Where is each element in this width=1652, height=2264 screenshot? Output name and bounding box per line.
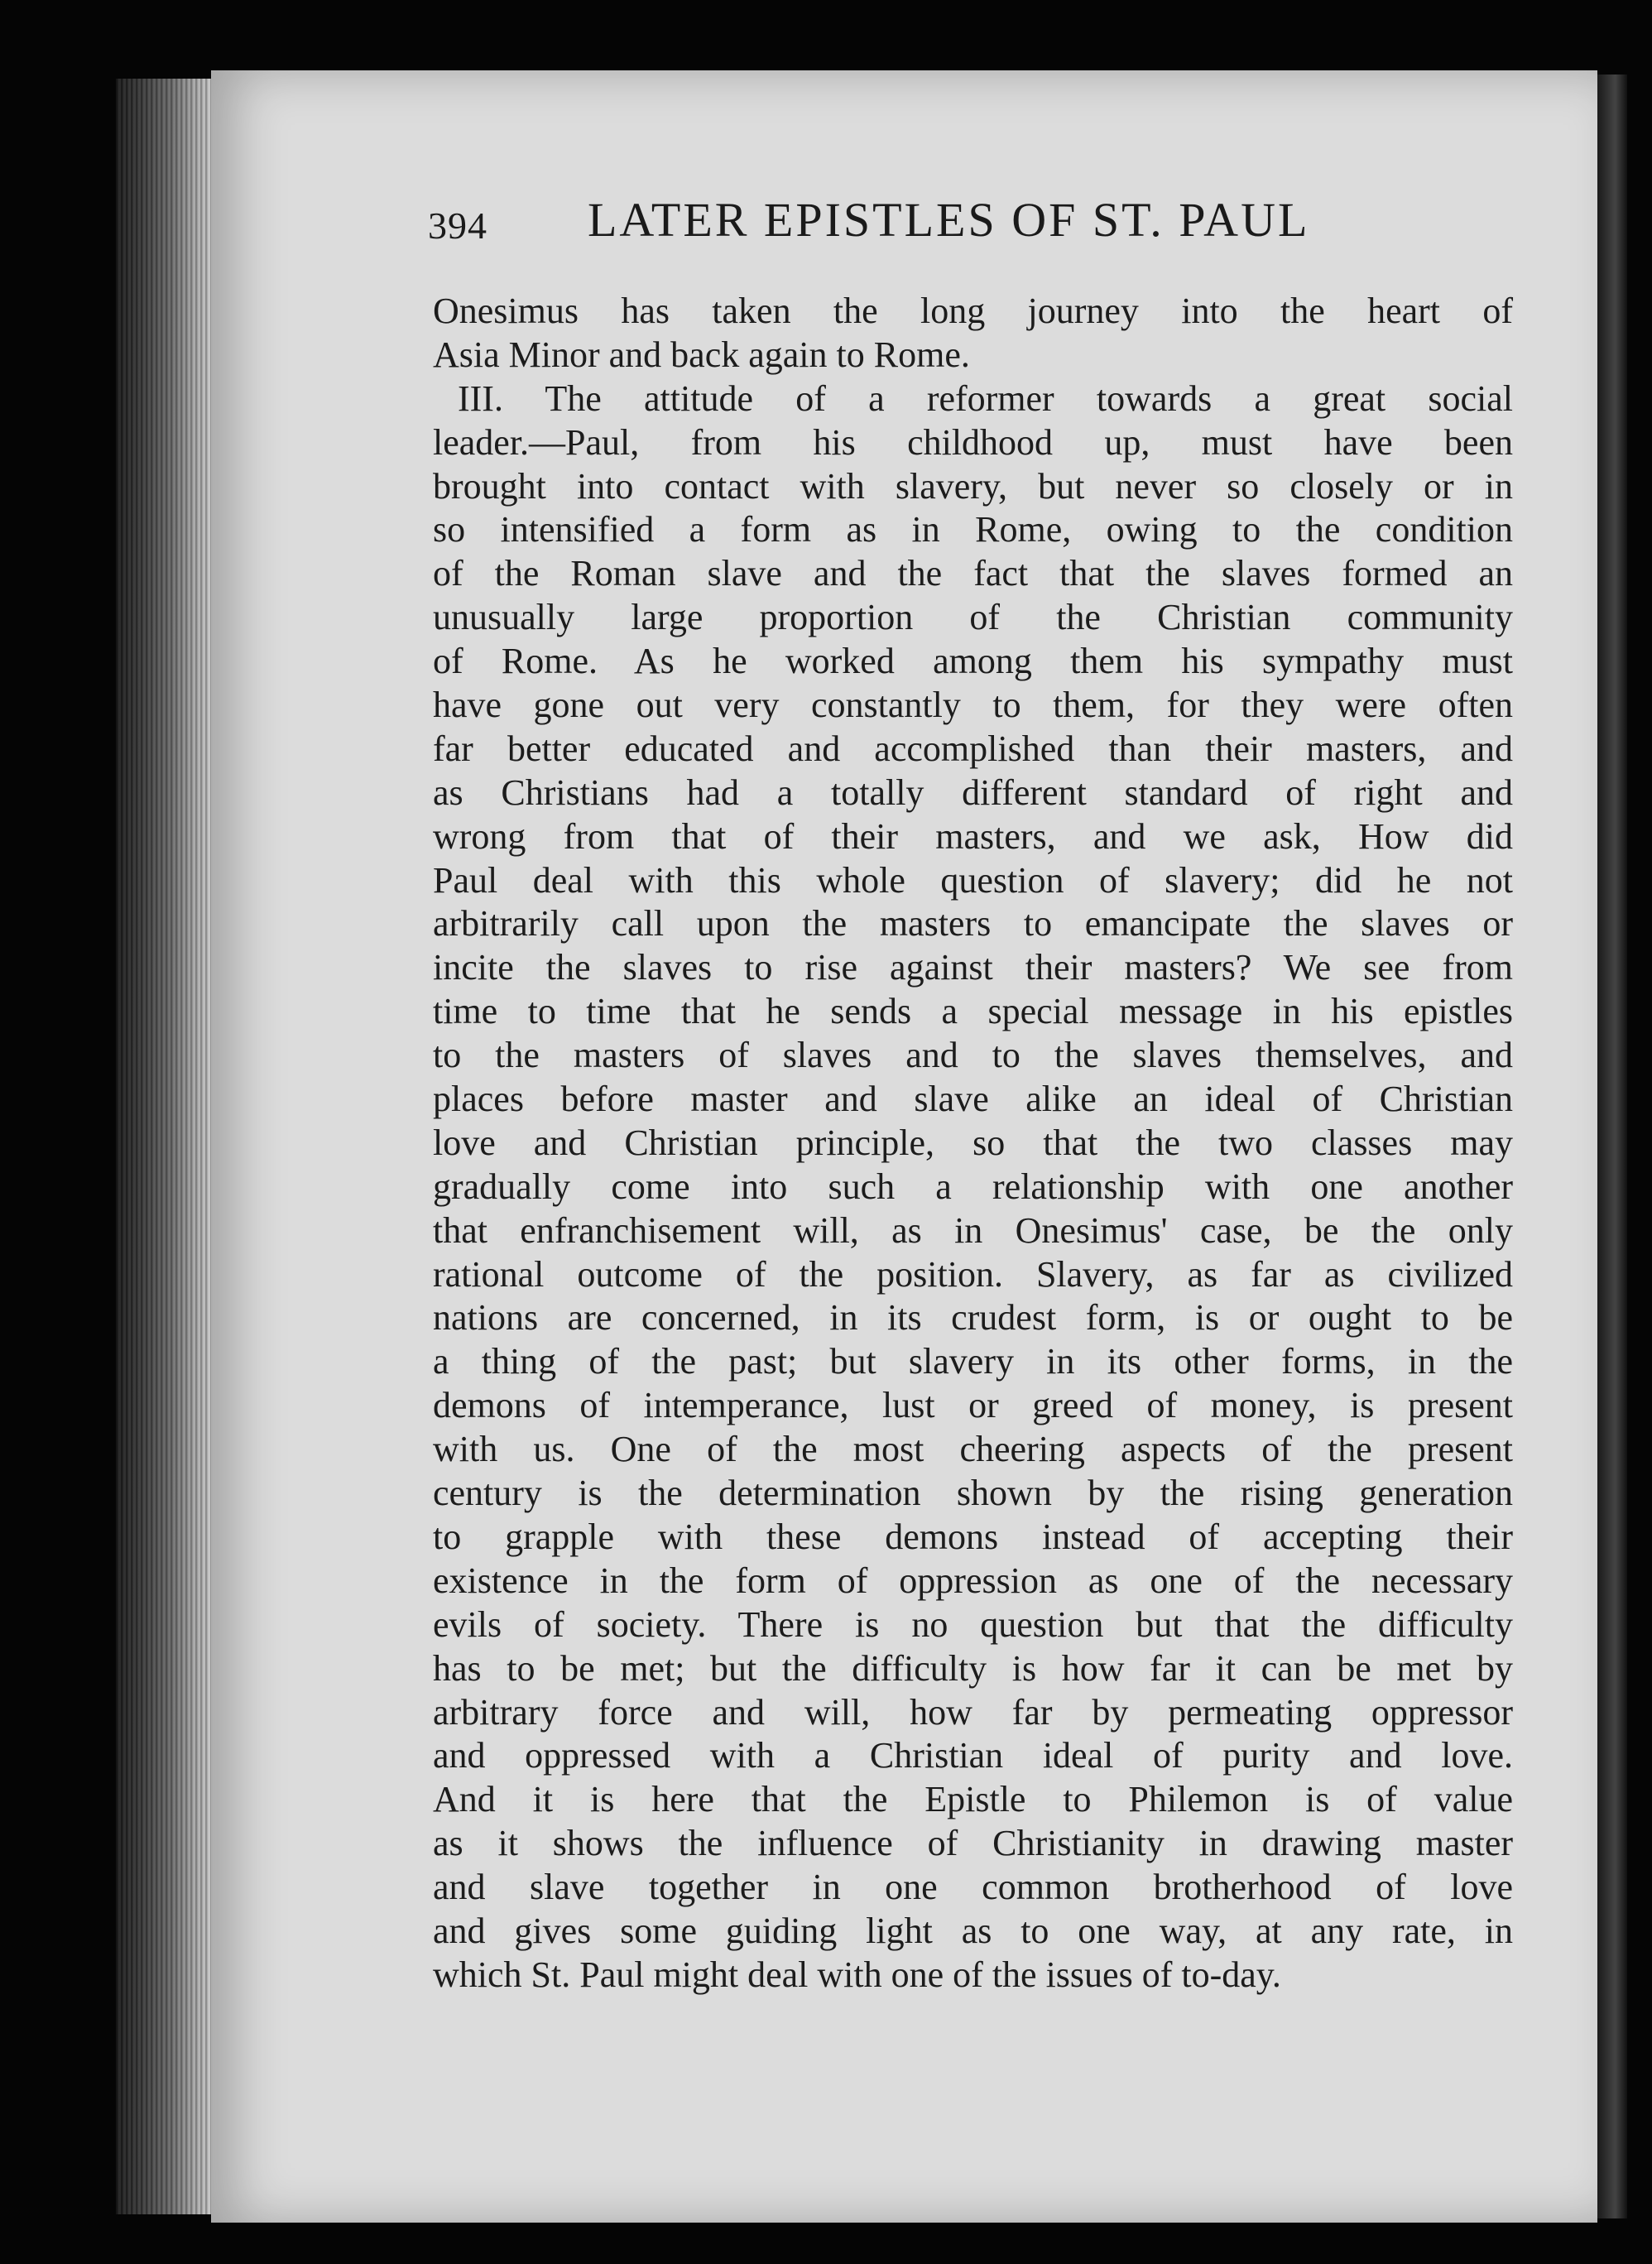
text-line: which St. Paul might deal with one of the issues of to-day. xyxy=(433,1954,1281,1995)
text-line: love and Christian principle, so that the two classes may xyxy=(433,1122,1513,1163)
text-line: has to be met; but the difficulty is how far it can be met by xyxy=(433,1647,1513,1689)
text-line: brought into contact with slavery, but never so closely or in xyxy=(433,465,1513,507)
text-line: as it shows the influence of Christianity in drawing master xyxy=(433,1823,1513,1864)
text-line: unusually large proportion of the Christian community xyxy=(433,597,1513,638)
text-line: of the Roman slave and the fact that the slaves formed an xyxy=(433,553,1513,594)
text-line: and oppressed with a Christian ideal of purity and love. xyxy=(433,1735,1513,1776)
text-line: so intensified a form as in Rome, owing to the condition xyxy=(433,509,1513,550)
page-number: 394 xyxy=(428,204,487,247)
text-line: of Rome. As he worked among them his sympathy must xyxy=(433,641,1513,682)
text-line: and gives some guiding light as to one way, at any rate, in xyxy=(433,1910,1513,1951)
text-line: existence in the form of oppression as one of the necessary xyxy=(433,1560,1513,1601)
body-text xyxy=(433,290,1513,1997)
text-line: and slave together in one common brotherhood of love xyxy=(433,1867,1513,1908)
text-line: wrong from that of their masters, and we ask, How did xyxy=(433,815,1513,857)
text-line: rational outcome of the position. Slavery, as far as civilized xyxy=(433,1253,1513,1295)
right-binding-edge xyxy=(1597,75,1627,2218)
text-line: evils of society. There is no question but that the difficulty xyxy=(433,1603,1513,1645)
text-line: And it is here that the Epistle to Philemon is of value xyxy=(433,1779,1513,1820)
page-edges xyxy=(116,79,215,2214)
text-line: Asia Minor and back again to Rome. xyxy=(433,334,970,375)
text-line: leader.—Paul, from his childhood up, must have been xyxy=(433,421,1513,463)
text-line: century is the determination shown by the rising generation xyxy=(433,1473,1513,1514)
text-line: Onesimus has taken the long journey into the heart of xyxy=(433,291,1513,331)
text-line: arbitrarily call upon the masters to emancipate the slaves or xyxy=(433,903,1513,945)
text-line: places before master and slave alike an ideal of Christian xyxy=(433,1079,1513,1120)
text-line: to the masters of slaves and to the slaves themselves, and xyxy=(433,1035,1513,1076)
page-header xyxy=(428,192,1359,267)
text-line: far better educated and accomplished than their masters, and xyxy=(433,728,1513,769)
text-line: III. The attitude of a reformer towards a great social xyxy=(458,377,1513,419)
text-line: that enfranchisement will, as in Onesimus' case, be the only xyxy=(433,1209,1513,1251)
text-line: to grapple with these demons instead of accepting their xyxy=(433,1516,1513,1557)
text-line: time to time that he sends a special message in his epistles xyxy=(433,991,1513,1032)
text-line: nations are concerned, in its crudest form, is or ought to be xyxy=(433,1297,1513,1339)
text-line: demons of intemperance, lust or greed of money, is present xyxy=(433,1385,1513,1426)
text-line: as Christians had a totally different standard of right and xyxy=(433,771,1513,813)
text-line: a thing of the past; but slavery in its other forms, in the xyxy=(433,1341,1513,1382)
text-line: incite the slaves to rise against their masters? We see from xyxy=(433,947,1513,988)
text-line: have gone out very constantly to them, for they were often xyxy=(433,685,1513,726)
text-line: gradually come into such a relationship with one another xyxy=(433,1166,1513,1207)
text-line: Paul deal with this whole question of slavery; did he not xyxy=(433,859,1513,901)
running-head: LATER EPISTLES OF ST. PAUL xyxy=(588,193,1310,247)
text-line: arbitrary force and will, how far by permeating oppressor xyxy=(433,1691,1513,1733)
text-line: with us. One of the most cheering aspects of the present xyxy=(433,1429,1513,1470)
